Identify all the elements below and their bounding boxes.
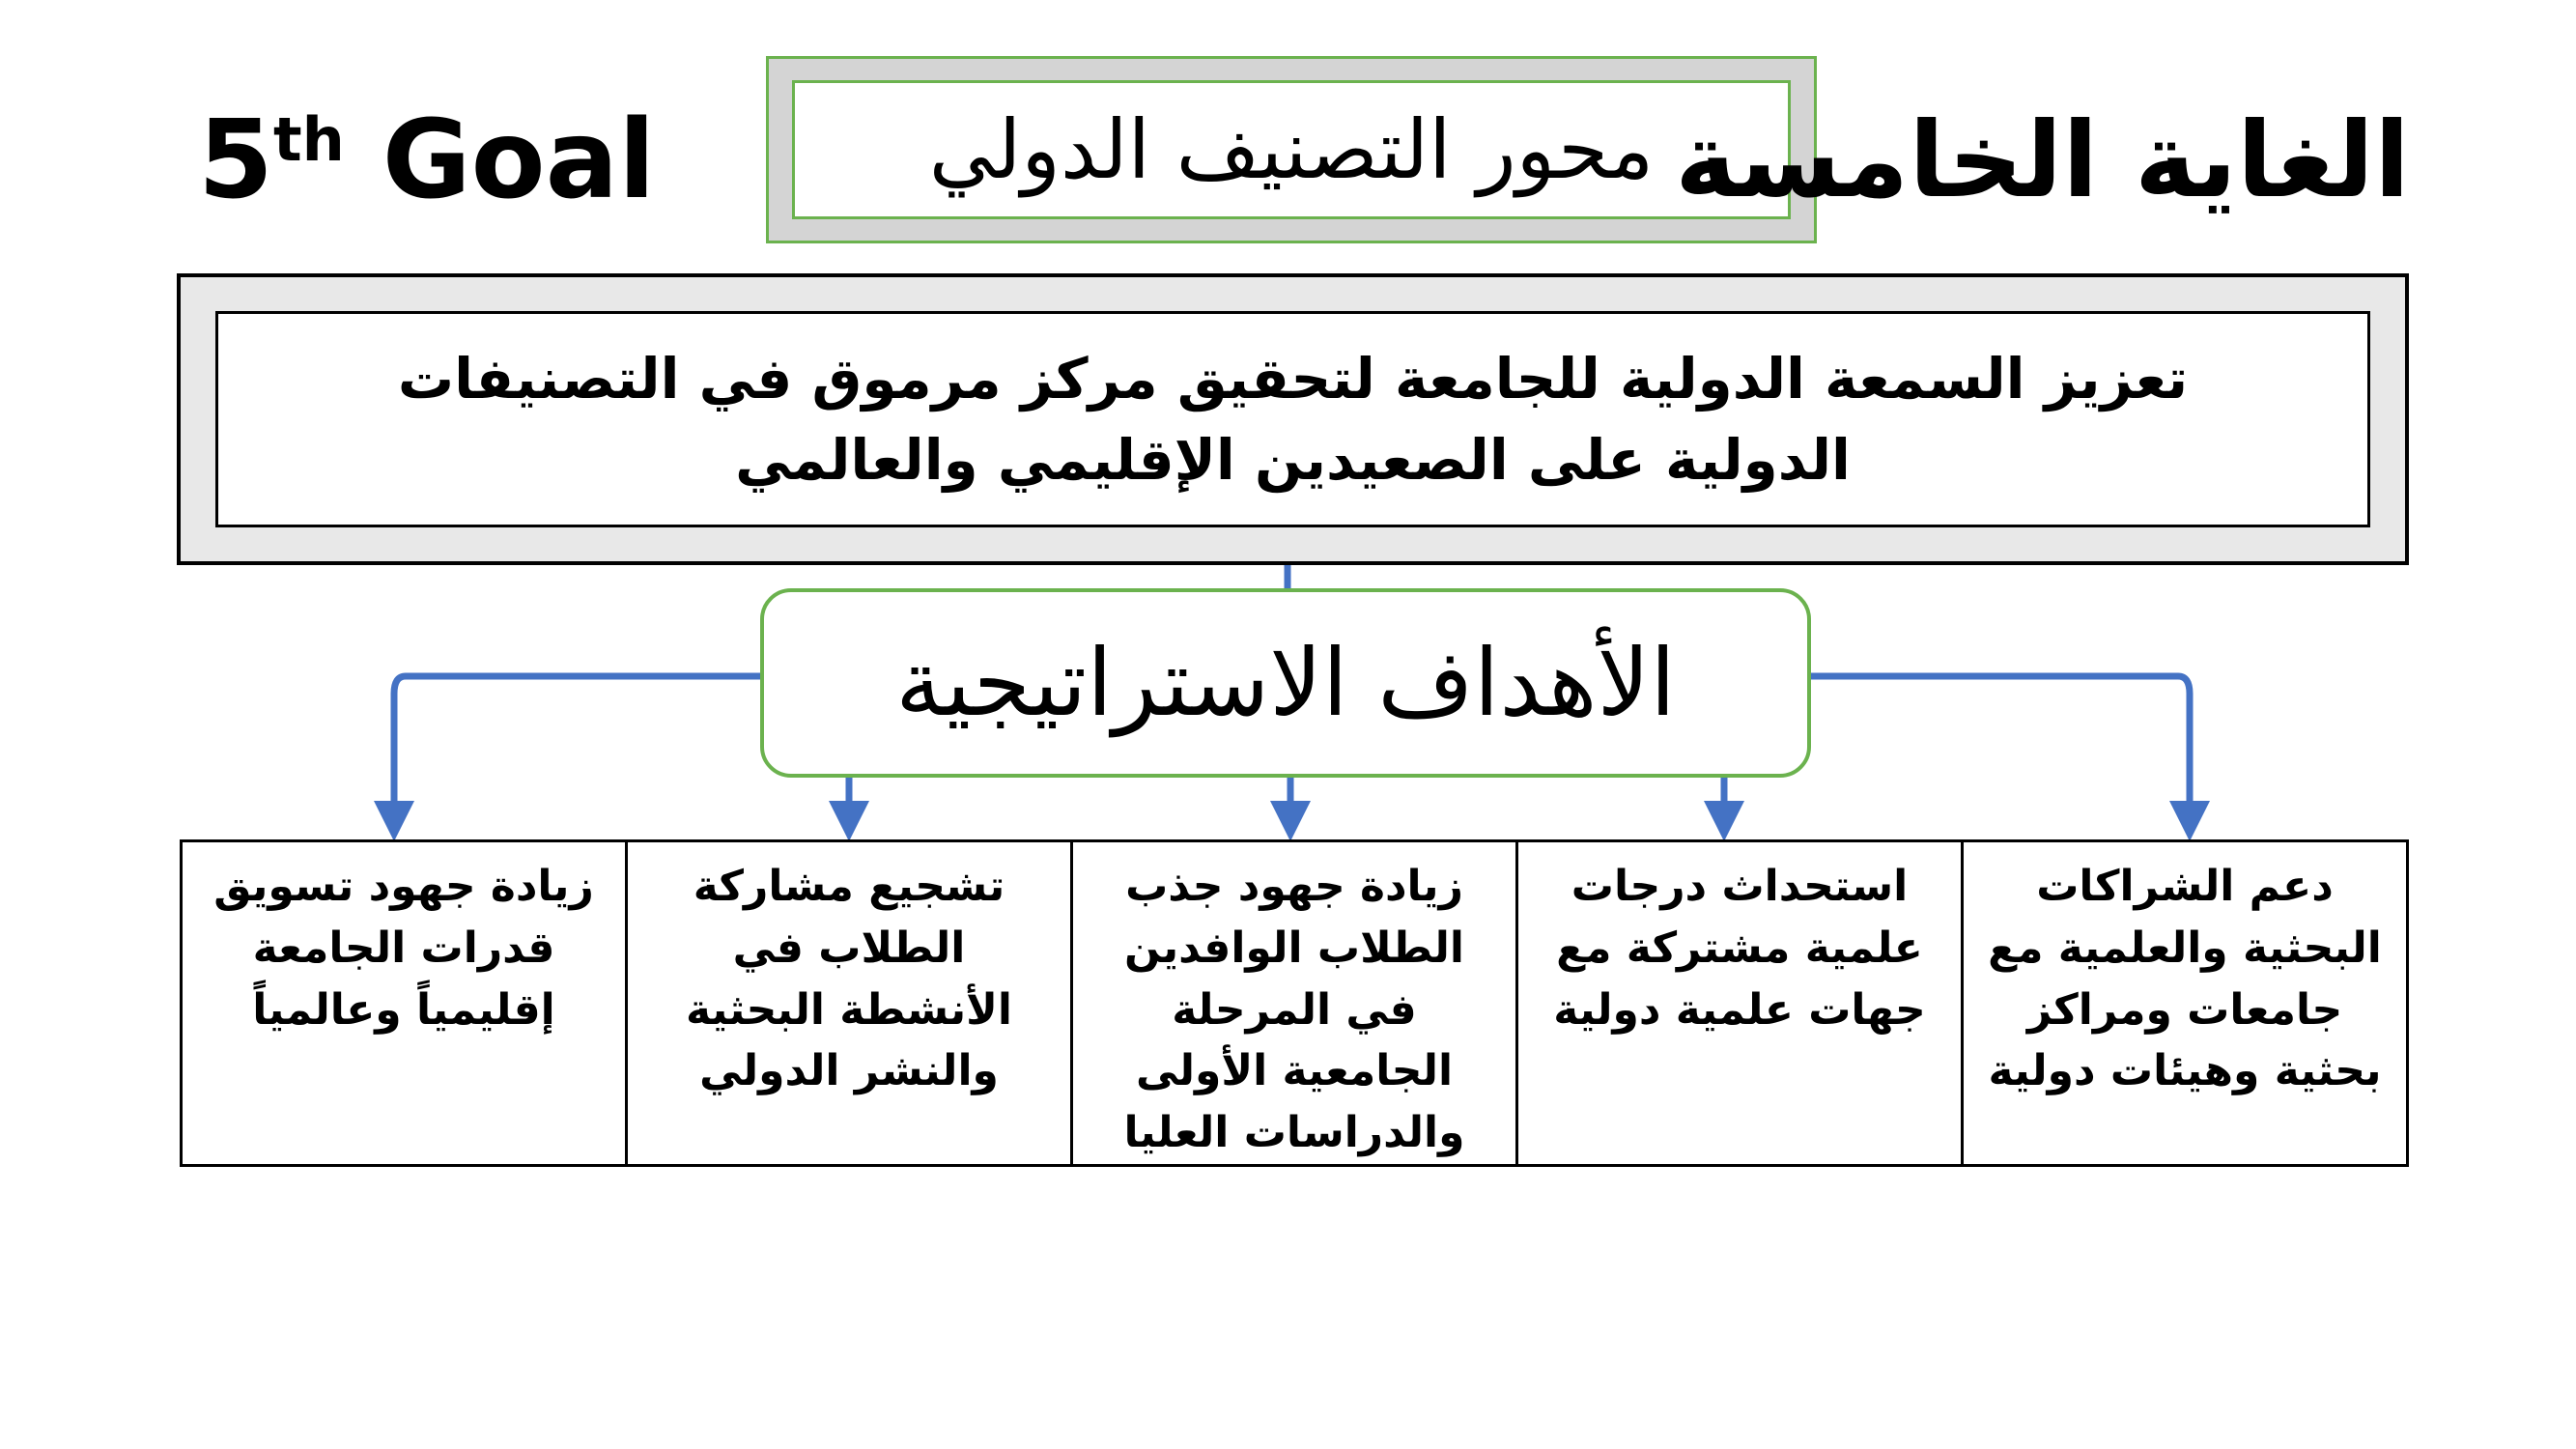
axis-title: محور التصنيف الدولي [792,80,1791,219]
goal-number: 5 [198,98,273,223]
strategic-objectives-title: الأهداف الاستراتيجية [760,588,1811,778]
objectives-row [182,841,2408,1166]
objective-2: استحداث درجات علمية مشتركة مع جهات علمية دولية [1517,841,1963,1166]
axis-title-box [766,56,1817,243]
goal-number-suffix: th [272,104,345,175]
objective-1: دعم الشراكات البحثية والعلمية مع جامعات ومراكز بحثية وهيئات دولية [1963,841,2408,1166]
connector-left-branch [394,676,760,821]
goal-statement: تعزيز السمعة الدولية للجامعة لتحقيق مركز مرموق في التصنيفات الدولية على الصعيدين الإقليمي والعالمي [215,311,2370,527]
connector-right-branch [1811,676,2190,821]
goal-word: Goal [382,98,656,223]
goal-title-arabic: الغاية الخامسة [1675,100,2410,221]
goal-statement-box [177,273,2409,565]
objectives-table [180,839,2409,1167]
goal-number-english [198,98,656,223]
objective-4: تشجيع مشاركة الطلاب في الأنشطة البحثية والنشر الدولي [627,841,1072,1166]
objective-5: زيادة جهود تسويق قدرات الجامعة إقليمياً وعالمياً [182,841,627,1166]
objective-3: زيادة جهود جذب الطلاب الوافدين في المرحلة الجامعية الأولى والدراسات العليا [1072,841,1517,1166]
